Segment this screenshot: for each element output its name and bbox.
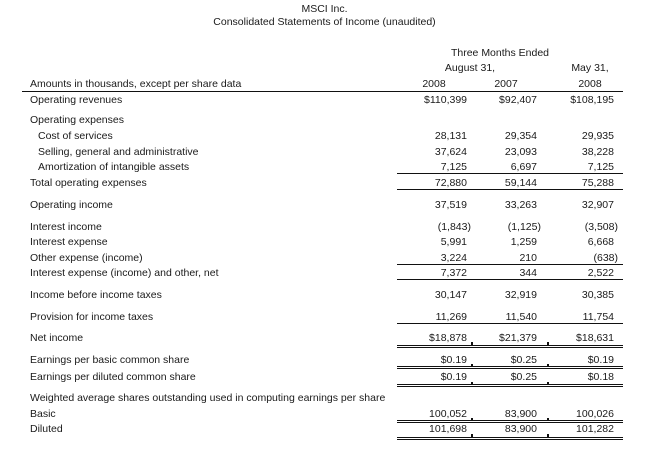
cell-value: $92,407 — [499, 94, 537, 106]
row-label: Interest income — [30, 221, 102, 233]
row-label: Interest expense — [30, 236, 108, 248]
header-three-months-ended: Three Months Ended — [450, 47, 550, 59]
header-divider — [22, 91, 623, 92]
rule-tick — [547, 418, 549, 421]
section-weighted-average-shares: Weighted average shares outstanding used in computing earnings per share — [30, 392, 386, 404]
row-label: Basic — [30, 408, 56, 420]
cell-value: 3,224 — [440, 252, 467, 264]
cell-value: $0.19 — [587, 354, 614, 366]
cell-value: 37,624 — [434, 146, 467, 158]
subtotal-rule — [397, 264, 623, 265]
cell-value: $0.19 — [440, 354, 467, 366]
row-label: Selling, general and administrative — [38, 146, 199, 158]
cell-value: 5,991 — [440, 236, 467, 248]
double-rule — [397, 384, 623, 387]
cell-value: 29,354 — [504, 130, 537, 142]
row-label: Diluted — [30, 423, 63, 435]
row-label: Earnings per basic common share — [30, 354, 190, 366]
header-year-1: 2008 — [422, 78, 446, 90]
cell-value: 344 — [519, 267, 537, 279]
cell-value: 23,093 — [504, 146, 537, 158]
cell-value: 11,269 — [435, 311, 467, 323]
cell-value: 1,259 — [510, 236, 537, 248]
cell-value: (1,843) — [437, 221, 471, 233]
double-rule — [397, 366, 623, 369]
cell-value: (638) — [593, 252, 618, 264]
row-label: Operating revenues — [30, 94, 123, 106]
row-label: Provision for income taxes — [30, 311, 154, 323]
row-label: Cost of services — [38, 130, 113, 142]
cell-value: 6,668 — [587, 236, 614, 248]
cell-value: $110,399 — [423, 94, 467, 106]
cell-value: 100,026 — [576, 408, 614, 420]
total-rule — [397, 189, 623, 190]
cell-value: 11,754 — [582, 311, 614, 323]
cell-value: 75,288 — [581, 177, 614, 189]
subtotal-rule — [397, 173, 623, 174]
cell-value: 33,263 — [504, 199, 537, 211]
row-label: Net income — [30, 332, 84, 344]
cell-value: 210 — [519, 252, 537, 264]
cell-value: 7,125 — [440, 161, 467, 173]
cell-value: $0.18 — [587, 371, 614, 383]
cell-value: $21,379 — [499, 332, 537, 344]
cell-value: $108,195 — [570, 94, 614, 106]
cell-value: (1,125) — [507, 221, 541, 233]
cell-value: 101,698 — [429, 423, 467, 435]
statement-title: Consolidated Statements of Income (unaudited) — [213, 16, 436, 28]
row-label: Income before income taxes — [30, 289, 162, 301]
row-label: Total operating expenses — [30, 177, 147, 189]
cell-value: 29,935 — [581, 130, 614, 142]
cell-value: 2,522 — [587, 267, 614, 279]
double-rule — [397, 345, 623, 348]
cell-value: $18,878 — [429, 332, 467, 344]
cell-value: $0.25 — [510, 371, 537, 383]
cell-value: 38,228 — [581, 146, 614, 158]
double-rule — [397, 437, 623, 440]
header-row-label: Amounts in thousands, except per share data — [30, 78, 242, 90]
rule-tick — [471, 418, 473, 421]
cell-value: 7,372 — [440, 267, 467, 279]
rule-tick — [471, 382, 473, 385]
cell-value: 72,880 — [434, 177, 467, 189]
rule-tick — [547, 364, 549, 367]
cell-value: 32,907 — [581, 199, 614, 211]
row-label: Interest expense (income) and other, net — [30, 267, 219, 279]
cell-value: $0.19 — [440, 371, 467, 383]
header-may-31: May 31, — [571, 62, 609, 74]
cell-value: (3,508) — [584, 221, 618, 233]
rule-tick — [547, 382, 549, 385]
row-label: Amortization of intangible assets — [38, 161, 190, 173]
cell-value: 30,385 — [581, 289, 614, 301]
cell-value: 7,125 — [587, 161, 614, 173]
cell-value: $0.25 — [510, 354, 537, 366]
rule-tick — [471, 364, 473, 367]
rule-tick — [547, 342, 549, 345]
row-label: Earnings per diluted common share — [30, 371, 196, 383]
cell-value: 101,282 — [576, 423, 614, 435]
rule-tick — [547, 434, 549, 437]
cell-value: 100,052 — [429, 408, 467, 420]
rule-tick — [471, 434, 473, 437]
cell-value: $18,631 — [576, 332, 614, 344]
cell-value: 59,144 — [504, 177, 537, 189]
cell-value: 83,900 — [504, 408, 537, 420]
cell-value: 6,697 — [510, 161, 537, 173]
cell-value: 37,519 — [434, 199, 467, 211]
cell-value: 28,131 — [434, 130, 467, 142]
cell-value: 11,540 — [505, 311, 537, 323]
header-august-31: August 31, — [444, 62, 496, 74]
row-label: Other expense (income) — [30, 252, 143, 264]
subtotal-rule — [397, 323, 623, 324]
total-rule — [397, 279, 623, 280]
cell-value: 83,900 — [504, 423, 537, 435]
section-operating-expenses: Operating expenses — [30, 114, 124, 126]
header-year-3: 2008 — [578, 78, 602, 90]
cell-value: 32,919 — [504, 289, 537, 301]
company-title: MSCI Inc. — [301, 3, 348, 15]
rule-tick — [471, 342, 473, 345]
cell-value: 30,147 — [434, 289, 467, 301]
row-label: Operating income — [30, 199, 113, 211]
header-year-2: 2007 — [494, 78, 518, 90]
